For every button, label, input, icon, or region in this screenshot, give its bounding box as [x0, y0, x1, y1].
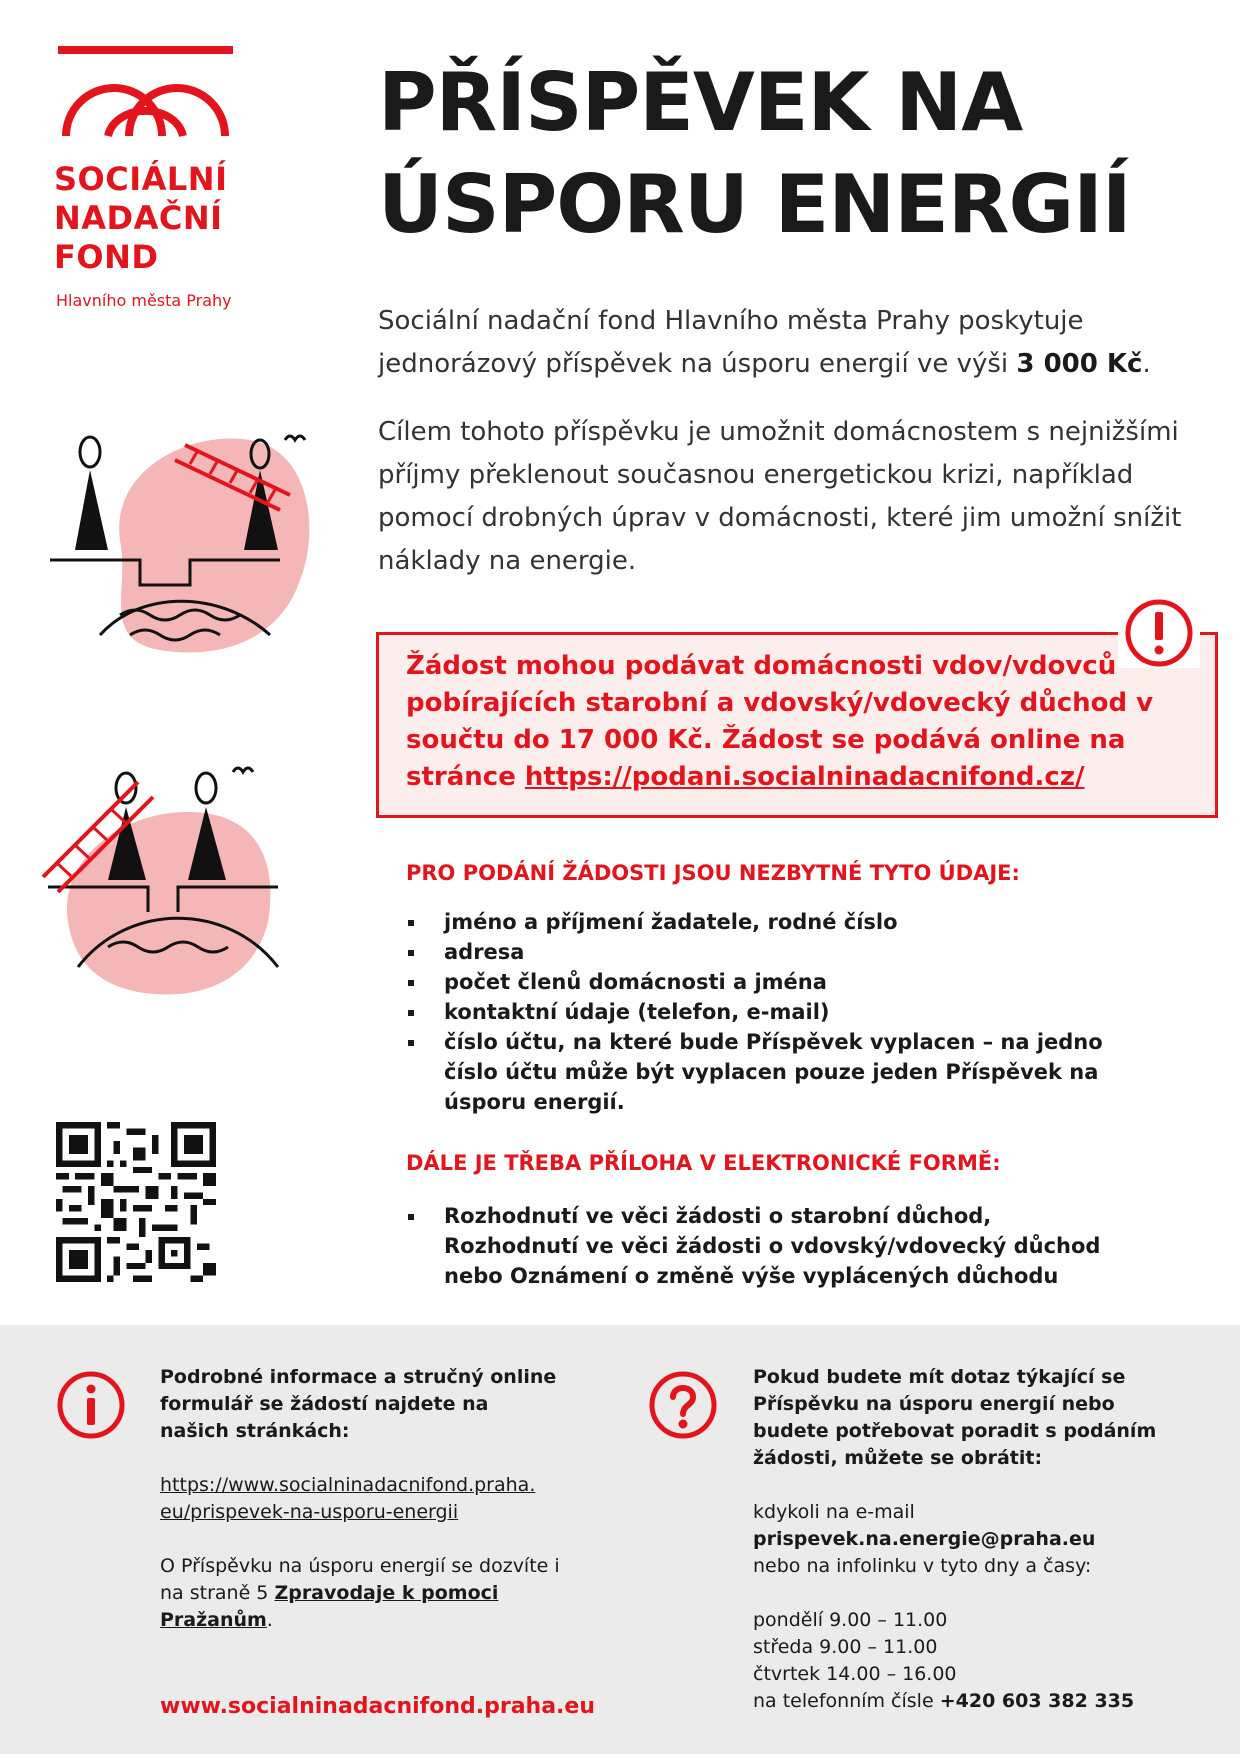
- logo-line-2: NADAČNÍ: [54, 199, 223, 237]
- requirements-heading: PRO PODÁNÍ ŽÁDOSTI JSOU NEZBYTNÉ TYTO ÚDAJE:: [406, 861, 1020, 885]
- illustration-meeting-icon: [38, 752, 318, 1012]
- logo-bar: [58, 46, 233, 54]
- contact-email[interactable]: prispevek.na.energie@praha.eu: [753, 1528, 1096, 1550]
- list-item: Rozhodnutí ve věci žádosti o starobní důchod, Rozhodnutí ve věci žádosti o vdovský/vdovecký důchod nebo Oznámení o změně výše vyplácených důchodu: [406, 1201, 1106, 1291]
- application-link[interactable]: https://podani.socialninadacnifond.cz/: [524, 762, 1085, 792]
- logo-name: [54, 160, 227, 277]
- info-url-1[interactable]: https://www.socialninadacnifond.praha.: [160, 1474, 536, 1496]
- hours-monday: pondělí 9.00 – 11.00: [753, 1609, 948, 1631]
- attachment-list: [406, 1201, 1106, 1291]
- info-url-2[interactable]: eu/prispevek-na-usporu-energii: [160, 1501, 459, 1523]
- contact-column: [753, 1364, 1173, 1715]
- page-title: [378, 52, 1131, 256]
- logo-arcs-icon: [58, 58, 233, 138]
- list-item: adresa: [406, 937, 1106, 967]
- intro-end: .: [1142, 349, 1151, 379]
- qr-code-icon[interactable]: [56, 1122, 216, 1282]
- title-line-2: ÚSPORU ENERGIÍ: [378, 158, 1131, 251]
- hotline-label: nebo na infolinku v tyto dny a časy:: [753, 1555, 1092, 1577]
- list-item: kontaktní údaje (telefon, e-mail): [406, 997, 1106, 1027]
- info-more: [160, 1553, 560, 1634]
- info-more-end: .: [266, 1609, 273, 1631]
- phone-line: [753, 1688, 1173, 1715]
- title-line-1: PŘÍSPĚVEK NA: [378, 56, 1023, 149]
- eligibility-text: [406, 648, 1186, 796]
- info-heading: Podrobné informace a stručný online formulář se žádostí najdete na našich stránkách:: [160, 1366, 557, 1442]
- requirements-list: [406, 907, 1106, 1117]
- info-more-text: O Příspěvku na úsporu energií se dozvíte i na straně 5: [160, 1555, 560, 1604]
- newsletter-link[interactable]: Zpravodaje k pomoci Pražanům: [160, 1582, 499, 1631]
- logo-line-3: FOND: [54, 238, 159, 276]
- list-item: počet členů domácnosti a jména: [406, 967, 1106, 997]
- intro-text: Sociální nadační fond Hlavního města Prahy poskytuje jednorázový příspěvek na úsporu energií ve výši: [378, 306, 1084, 379]
- contact-heading: Pokud budete mít dotaz týkající se Příspěvku na úsporu energií nebo budete potřebovat poradit s podáním žádosti, můžete se obrátit:: [753, 1366, 1157, 1469]
- intro-amount: 3 000 Kč: [1016, 349, 1143, 379]
- illustration-ladder-icon: [40, 410, 320, 680]
- hours-wednesday: středa 9.00 – 11.00: [753, 1636, 938, 1658]
- website-link[interactable]: www.socialninadacnifond.praha.eu: [160, 1694, 595, 1719]
- intro-paragraph: [378, 300, 1208, 386]
- aim-paragraph: Cílem tohoto příspěvku je umožnit domácnostem s nejnižšími příjmy překlenout současnou energetickou krizi, například pomocí drobných úprav v domácnosti, které jim umožní snížit náklady na energie.: [378, 417, 1182, 576]
- info-column: [160, 1364, 560, 1634]
- phone-number[interactable]: +420 603 382 335: [939, 1690, 1135, 1712]
- logo-subtitle: Hlavního města Prahy: [56, 291, 232, 310]
- attachment-heading: DÁLE JE TŘEBA PŘÍLOHA V ELEKTRONICKÉ FORMĚ:: [406, 1151, 1001, 1175]
- list-item: číslo účtu, na které bude Příspěvek vyplacen – na jedno číslo účtu může být vyplacen pouze jeden Příspěvek na úsporu energií.: [406, 1027, 1106, 1117]
- question-icon: [648, 1370, 718, 1440]
- alert-text-body: Žádost mohou podávat domácnosti vdov/vdovců pobírajících starobní a vdovský/vdovecký důchod v součtu do 17 000 Kč. Žádost se podává online na stránce: [406, 651, 1154, 792]
- logo-line-1: SOCIÁLNÍ: [54, 160, 228, 198]
- info-icon: [56, 1370, 126, 1440]
- hours-thursday: čtvrtek 14.00 – 16.00: [753, 1663, 957, 1685]
- phone-label: na telefonním čísle: [753, 1690, 940, 1712]
- list-item: jméno a příjmení žadatele, rodné číslo: [406, 907, 1106, 937]
- email-label: kdykoli na e-mail: [753, 1501, 915, 1523]
